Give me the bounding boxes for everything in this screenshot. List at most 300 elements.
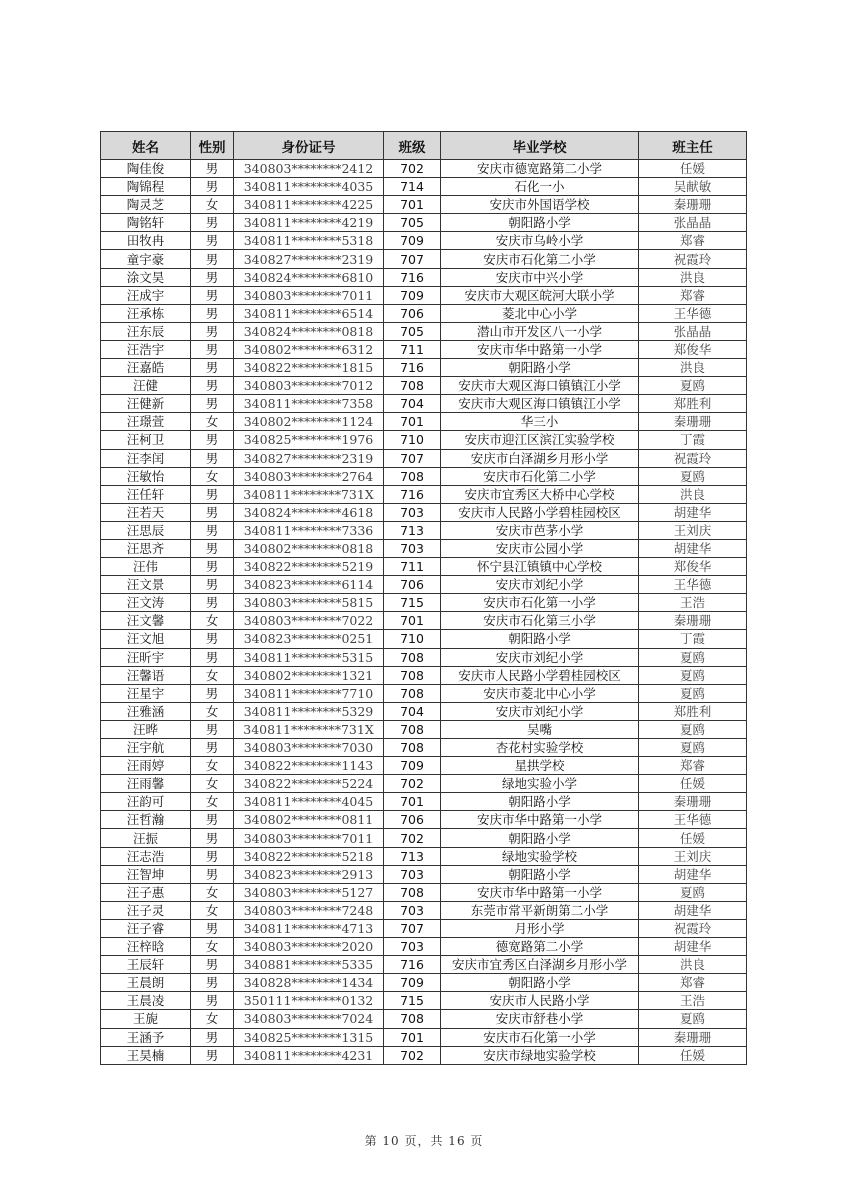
cell-teacher: 吴献敏 bbox=[639, 178, 747, 196]
cell-gender: 男 bbox=[191, 684, 234, 702]
cell-gender: 男 bbox=[191, 304, 234, 322]
table-row bbox=[101, 431, 747, 449]
cell-name: 汪嘉皓 bbox=[101, 359, 191, 377]
cell-school: 朝阳路小学 bbox=[441, 974, 639, 992]
cell-class: 708 bbox=[384, 377, 441, 395]
cell-class: 704 bbox=[384, 395, 441, 413]
cell-name: 汪健 bbox=[101, 377, 191, 395]
cell-id-number: 340824********6810 bbox=[234, 268, 384, 286]
table-row bbox=[101, 449, 747, 467]
cell-id-number: 340811********4225 bbox=[234, 196, 384, 214]
cell-school: 月形小学 bbox=[441, 919, 639, 937]
cell-gender: 女 bbox=[191, 196, 234, 214]
cell-name: 汪振 bbox=[101, 829, 191, 847]
cell-teacher: 王华德 bbox=[639, 304, 747, 322]
cell-gender: 男 bbox=[191, 829, 234, 847]
table-row bbox=[101, 359, 747, 377]
cell-gender: 男 bbox=[191, 268, 234, 286]
cell-id-number: 340827********2319 bbox=[234, 449, 384, 467]
cell-id-number: 340811********4713 bbox=[234, 919, 384, 937]
cell-teacher: 任媛 bbox=[639, 775, 747, 793]
cell-name: 王旎 bbox=[101, 1010, 191, 1028]
cell-teacher: 秦珊珊 bbox=[639, 1028, 747, 1046]
cell-gender: 女 bbox=[191, 938, 234, 956]
cell-school: 安庆市石化第三小学 bbox=[441, 612, 639, 630]
table-row bbox=[101, 612, 747, 630]
cell-id-number: 340823********0251 bbox=[234, 630, 384, 648]
cell-teacher: 夏鸥 bbox=[639, 739, 747, 757]
cell-teacher: 丁霞 bbox=[639, 630, 747, 648]
cell-school: 星拱学校 bbox=[441, 757, 639, 775]
cell-name: 陶佳俊 bbox=[101, 160, 191, 178]
cell-class: 707 bbox=[384, 250, 441, 268]
cell-school: 安庆市华中路第一小学 bbox=[441, 883, 639, 901]
cell-teacher: 秦珊珊 bbox=[639, 612, 747, 630]
cell-class: 716 bbox=[384, 359, 441, 377]
cell-gender: 男 bbox=[191, 630, 234, 648]
cell-gender: 男 bbox=[191, 214, 234, 232]
table-row bbox=[101, 919, 747, 937]
cell-class: 708 bbox=[384, 467, 441, 485]
cell-gender: 男 bbox=[191, 811, 234, 829]
table-row bbox=[101, 576, 747, 594]
header-name: 姓名 bbox=[101, 132, 191, 160]
cell-name: 汪健新 bbox=[101, 395, 191, 413]
table-row bbox=[101, 250, 747, 268]
cell-school: 安庆市德宽路第二小学 bbox=[441, 160, 639, 178]
cell-school: 朝阳路小学 bbox=[441, 214, 639, 232]
cell-class: 706 bbox=[384, 576, 441, 594]
cell-name: 汪文涛 bbox=[101, 594, 191, 612]
cell-name: 汪敏怡 bbox=[101, 467, 191, 485]
cell-class: 705 bbox=[384, 322, 441, 340]
cell-name: 汪伟 bbox=[101, 558, 191, 576]
cell-id-number: 340811********7710 bbox=[234, 684, 384, 702]
page-number: 第 10 页，共 16 页 bbox=[364, 1134, 484, 1148]
cell-gender: 男 bbox=[191, 1028, 234, 1046]
table-row bbox=[101, 485, 747, 503]
cell-name: 汪星宇 bbox=[101, 684, 191, 702]
cell-id-number: 340803********7022 bbox=[234, 612, 384, 630]
cell-name: 涂文昊 bbox=[101, 268, 191, 286]
table-row bbox=[101, 160, 747, 178]
cell-teacher: 胡建华 bbox=[639, 938, 747, 956]
cell-school: 朝阳路小学 bbox=[441, 793, 639, 811]
cell-id-number: 340825********1976 bbox=[234, 431, 384, 449]
cell-id-number: 340811********7358 bbox=[234, 395, 384, 413]
cell-name: 汪思齐 bbox=[101, 539, 191, 557]
cell-name: 田牧冉 bbox=[101, 232, 191, 250]
cell-name: 汪李闰 bbox=[101, 449, 191, 467]
cell-school: 安庆市芭茅小学 bbox=[441, 521, 639, 539]
cell-class: 716 bbox=[384, 956, 441, 974]
cell-school: 安庆市刘纪小学 bbox=[441, 702, 639, 720]
cell-id-number: 340802********6312 bbox=[234, 340, 384, 358]
cell-teacher: 张晶晶 bbox=[639, 322, 747, 340]
cell-school: 安庆市石化第二小学 bbox=[441, 467, 639, 485]
cell-name: 汪文旭 bbox=[101, 630, 191, 648]
cell-teacher: 祝霞玲 bbox=[639, 919, 747, 937]
cell-class: 709 bbox=[384, 232, 441, 250]
cell-gender: 男 bbox=[191, 648, 234, 666]
cell-teacher: 王华德 bbox=[639, 576, 747, 594]
cell-teacher: 夏鸥 bbox=[639, 720, 747, 738]
cell-gender: 男 bbox=[191, 956, 234, 974]
cell-teacher: 王刘庆 bbox=[639, 521, 747, 539]
cell-school: 安庆市外国语学校 bbox=[441, 196, 639, 214]
cell-gender: 男 bbox=[191, 178, 234, 196]
cell-class: 713 bbox=[384, 847, 441, 865]
cell-school: 安庆市大观区海口镇镇江小学 bbox=[441, 377, 639, 395]
cell-school: 绿地实验学校 bbox=[441, 847, 639, 865]
cell-class: 703 bbox=[384, 865, 441, 883]
cell-school: 华三小 bbox=[441, 413, 639, 431]
table-row bbox=[101, 467, 747, 485]
cell-school: 安庆市华中路第一小学 bbox=[441, 340, 639, 358]
cell-name: 汪文景 bbox=[101, 576, 191, 594]
table-row bbox=[101, 1028, 747, 1046]
table-row bbox=[101, 340, 747, 358]
cell-name: 汪韵可 bbox=[101, 793, 191, 811]
cell-name: 汪宇航 bbox=[101, 739, 191, 757]
table-row bbox=[101, 322, 747, 340]
cell-gender: 男 bbox=[191, 377, 234, 395]
cell-id-number: 340824********4618 bbox=[234, 503, 384, 521]
cell-school: 安庆市迎江区滨江实验学校 bbox=[441, 431, 639, 449]
cell-name: 汪雨婷 bbox=[101, 757, 191, 775]
cell-gender: 男 bbox=[191, 521, 234, 539]
cell-teacher: 秦珊珊 bbox=[639, 793, 747, 811]
cell-class: 707 bbox=[384, 449, 441, 467]
cell-school: 安庆市白泽湖乡月形小学 bbox=[441, 449, 639, 467]
cell-teacher: 胡建华 bbox=[639, 865, 747, 883]
cell-name: 王晨凌 bbox=[101, 992, 191, 1010]
cell-school: 怀宁县江镇镇中心学校 bbox=[441, 558, 639, 576]
cell-teacher: 秦珊珊 bbox=[639, 413, 747, 431]
cell-teacher: 郑俊华 bbox=[639, 340, 747, 358]
cell-id-number: 340811********6514 bbox=[234, 304, 384, 322]
cell-gender: 男 bbox=[191, 594, 234, 612]
cell-class: 706 bbox=[384, 811, 441, 829]
cell-id-number: 340811********5329 bbox=[234, 702, 384, 720]
cell-school: 东莞市常平新朗第二小学 bbox=[441, 901, 639, 919]
cell-teacher: 郑睿 bbox=[639, 232, 747, 250]
table-row bbox=[101, 938, 747, 956]
table-row bbox=[101, 666, 747, 684]
cell-gender: 女 bbox=[191, 612, 234, 630]
table-row bbox=[101, 286, 747, 304]
cell-school: 绿地实验小学 bbox=[441, 775, 639, 793]
cell-gender: 女 bbox=[191, 793, 234, 811]
table-row bbox=[101, 1046, 747, 1064]
table-row bbox=[101, 521, 747, 539]
cell-id-number: 340823********2913 bbox=[234, 865, 384, 883]
cell-name: 汪晔 bbox=[101, 720, 191, 738]
cell-id-number: 340811********5315 bbox=[234, 648, 384, 666]
cell-class: 714 bbox=[384, 178, 441, 196]
cell-gender: 男 bbox=[191, 286, 234, 304]
cell-class: 706 bbox=[384, 304, 441, 322]
cell-school: 朝阳路小学 bbox=[441, 630, 639, 648]
table-row bbox=[101, 1010, 747, 1028]
cell-teacher: 郑胜利 bbox=[639, 702, 747, 720]
cell-class: 702 bbox=[384, 160, 441, 178]
cell-teacher: 洪良 bbox=[639, 956, 747, 974]
table-row bbox=[101, 974, 747, 992]
cell-name: 王晨朗 bbox=[101, 974, 191, 992]
table-row bbox=[101, 377, 747, 395]
cell-gender: 女 bbox=[191, 702, 234, 720]
cell-teacher: 洪良 bbox=[639, 268, 747, 286]
cell-school: 安庆市绿地实验学校 bbox=[441, 1046, 639, 1064]
cell-id-number: 340811********4035 bbox=[234, 178, 384, 196]
cell-school: 安庆市华中路第一小学 bbox=[441, 811, 639, 829]
cell-id-number: 340824********0818 bbox=[234, 322, 384, 340]
cell-school: 朝阳路小学 bbox=[441, 865, 639, 883]
table-body bbox=[101, 160, 747, 1065]
cell-teacher: 郑俊华 bbox=[639, 558, 747, 576]
cell-class: 709 bbox=[384, 974, 441, 992]
cell-id-number: 340822********5218 bbox=[234, 847, 384, 865]
cell-school: 安庆市公园小学 bbox=[441, 539, 639, 557]
cell-id-number: 340822********1143 bbox=[234, 757, 384, 775]
cell-name: 陶锦程 bbox=[101, 178, 191, 196]
cell-class: 709 bbox=[384, 757, 441, 775]
cell-name: 汪任轩 bbox=[101, 485, 191, 503]
cell-school: 安庆市中兴小学 bbox=[441, 268, 639, 286]
cell-teacher: 胡建华 bbox=[639, 503, 747, 521]
cell-school: 潜山市开发区八一小学 bbox=[441, 322, 639, 340]
cell-teacher: 王浩 bbox=[639, 992, 747, 1010]
table-row bbox=[101, 775, 747, 793]
cell-id-number: 340803********7024 bbox=[234, 1010, 384, 1028]
table-row bbox=[101, 720, 747, 738]
cell-id-number: 340803********7248 bbox=[234, 901, 384, 919]
table-row bbox=[101, 214, 747, 232]
cell-teacher: 王华德 bbox=[639, 811, 747, 829]
cell-class: 707 bbox=[384, 919, 441, 937]
cell-gender: 男 bbox=[191, 919, 234, 937]
cell-school: 朝阳路小学 bbox=[441, 359, 639, 377]
cell-gender: 男 bbox=[191, 974, 234, 992]
cell-gender: 男 bbox=[191, 1046, 234, 1064]
cell-id-number: 340803********5127 bbox=[234, 883, 384, 901]
table-row bbox=[101, 648, 747, 666]
cell-name: 汪昕宇 bbox=[101, 648, 191, 666]
cell-id-number: 340811********7336 bbox=[234, 521, 384, 539]
cell-id-number: 340823********6114 bbox=[234, 576, 384, 594]
cell-name: 汪柯卫 bbox=[101, 431, 191, 449]
cell-name: 王辰轩 bbox=[101, 956, 191, 974]
cell-gender: 男 bbox=[191, 160, 234, 178]
cell-name: 汪智坤 bbox=[101, 865, 191, 883]
cell-name: 汪雨馨 bbox=[101, 775, 191, 793]
cell-id-number: 340803********5815 bbox=[234, 594, 384, 612]
cell-class: 716 bbox=[384, 485, 441, 503]
table-row bbox=[101, 630, 747, 648]
cell-class: 710 bbox=[384, 630, 441, 648]
cell-class: 701 bbox=[384, 413, 441, 431]
cell-class: 708 bbox=[384, 648, 441, 666]
cell-id-number: 340827********2319 bbox=[234, 250, 384, 268]
cell-name: 王涵予 bbox=[101, 1028, 191, 1046]
table-row bbox=[101, 684, 747, 702]
cell-gender: 男 bbox=[191, 395, 234, 413]
cell-id-number: 340811********4045 bbox=[234, 793, 384, 811]
cell-name: 汪子灵 bbox=[101, 901, 191, 919]
cell-gender: 女 bbox=[191, 883, 234, 901]
cell-class: 716 bbox=[384, 268, 441, 286]
cell-name: 汪雅涵 bbox=[101, 702, 191, 720]
cell-gender: 女 bbox=[191, 1010, 234, 1028]
cell-class: 703 bbox=[384, 938, 441, 956]
cell-gender: 男 bbox=[191, 539, 234, 557]
cell-name: 汪承栋 bbox=[101, 304, 191, 322]
cell-name: 汪梓晗 bbox=[101, 938, 191, 956]
cell-school: 安庆市大观区海口镇镇江小学 bbox=[441, 395, 639, 413]
cell-school: 安庆市人民路小学碧桂园校区 bbox=[441, 666, 639, 684]
header-teacher: 班主任 bbox=[639, 132, 747, 160]
cell-name: 汪馨语 bbox=[101, 666, 191, 684]
cell-teacher: 夏鸥 bbox=[639, 377, 747, 395]
cell-id-number: 340803********7011 bbox=[234, 829, 384, 847]
table-row bbox=[101, 956, 747, 974]
cell-name: 汪若天 bbox=[101, 503, 191, 521]
cell-id-number: 340802********1321 bbox=[234, 666, 384, 684]
cell-class: 709 bbox=[384, 286, 441, 304]
cell-school: 安庆市大观区皖河大联小学 bbox=[441, 286, 639, 304]
cell-id-number: 340803********7011 bbox=[234, 286, 384, 304]
cell-class: 703 bbox=[384, 539, 441, 557]
cell-name: 汪浩宇 bbox=[101, 340, 191, 358]
cell-name: 汪子惠 bbox=[101, 883, 191, 901]
cell-class: 708 bbox=[384, 720, 441, 738]
cell-school: 杏花村实验学校 bbox=[441, 739, 639, 757]
cell-class: 703 bbox=[384, 901, 441, 919]
cell-gender: 男 bbox=[191, 720, 234, 738]
cell-school: 吴嘴 bbox=[441, 720, 639, 738]
cell-teacher: 王浩 bbox=[639, 594, 747, 612]
cell-gender: 男 bbox=[191, 232, 234, 250]
cell-gender: 男 bbox=[191, 847, 234, 865]
cell-gender: 男 bbox=[191, 992, 234, 1010]
table-row bbox=[101, 811, 747, 829]
cell-teacher: 任媛 bbox=[639, 829, 747, 847]
table-row bbox=[101, 702, 747, 720]
cell-class: 702 bbox=[384, 775, 441, 793]
cell-class: 702 bbox=[384, 1046, 441, 1064]
cell-class: 702 bbox=[384, 829, 441, 847]
cell-class: 701 bbox=[384, 793, 441, 811]
table-row bbox=[101, 558, 747, 576]
cell-teacher: 祝霞玲 bbox=[639, 449, 747, 467]
cell-gender: 男 bbox=[191, 250, 234, 268]
cell-id-number: 340811********4231 bbox=[234, 1046, 384, 1064]
cell-class: 715 bbox=[384, 594, 441, 612]
table-row bbox=[101, 901, 747, 919]
cell-gender: 男 bbox=[191, 503, 234, 521]
cell-id-number: 340811********4219 bbox=[234, 214, 384, 232]
cell-id-number: 350111********0132 bbox=[234, 992, 384, 1010]
cell-school: 德宽路第二小学 bbox=[441, 938, 639, 956]
cell-teacher: 胡建华 bbox=[639, 901, 747, 919]
table-row bbox=[101, 793, 747, 811]
cell-class: 701 bbox=[384, 196, 441, 214]
cell-id-number: 340822********1815 bbox=[234, 359, 384, 377]
cell-school: 安庆市菱北中心小学 bbox=[441, 684, 639, 702]
cell-gender: 男 bbox=[191, 359, 234, 377]
cell-teacher: 夏鸥 bbox=[639, 467, 747, 485]
cell-class: 708 bbox=[384, 883, 441, 901]
cell-teacher: 任媛 bbox=[639, 160, 747, 178]
cell-name: 汪志浩 bbox=[101, 847, 191, 865]
header-school: 毕业学校 bbox=[441, 132, 639, 160]
cell-teacher: 夏鸥 bbox=[639, 684, 747, 702]
table-row bbox=[101, 196, 747, 214]
cell-school: 安庆市人民路小学碧桂园校区 bbox=[441, 503, 639, 521]
cell-class: 713 bbox=[384, 521, 441, 539]
cell-school: 石化一小 bbox=[441, 178, 639, 196]
cell-teacher: 郑胜利 bbox=[639, 395, 747, 413]
cell-id-number: 340803********7030 bbox=[234, 739, 384, 757]
table-row bbox=[101, 883, 747, 901]
cell-teacher: 丁霞 bbox=[639, 431, 747, 449]
cell-gender: 男 bbox=[191, 340, 234, 358]
cell-class: 708 bbox=[384, 739, 441, 757]
table-row bbox=[101, 847, 747, 865]
cell-school: 安庆市宜秀区大桥中心学校 bbox=[441, 485, 639, 503]
cell-id-number: 340802********0818 bbox=[234, 539, 384, 557]
cell-gender: 女 bbox=[191, 757, 234, 775]
cell-school: 安庆市石化第二小学 bbox=[441, 250, 639, 268]
cell-id-number: 340822********5219 bbox=[234, 558, 384, 576]
cell-teacher: 郑睿 bbox=[639, 974, 747, 992]
cell-gender: 女 bbox=[191, 775, 234, 793]
header-class: 班级 bbox=[384, 132, 441, 160]
cell-id-number: 340828********1434 bbox=[234, 974, 384, 992]
cell-class: 704 bbox=[384, 702, 441, 720]
cell-id-number: 340811********731X bbox=[234, 485, 384, 503]
cell-teacher: 郑睿 bbox=[639, 286, 747, 304]
table-row bbox=[101, 503, 747, 521]
cell-teacher: 秦珊珊 bbox=[639, 196, 747, 214]
cell-name: 汪子睿 bbox=[101, 919, 191, 937]
cell-class: 701 bbox=[384, 1028, 441, 1046]
table-row bbox=[101, 178, 747, 196]
cell-id-number: 340803********7012 bbox=[234, 377, 384, 395]
cell-id-number: 340825********1315 bbox=[234, 1028, 384, 1046]
cell-id-number: 340803********2020 bbox=[234, 938, 384, 956]
table-row bbox=[101, 865, 747, 883]
student-roster-table bbox=[100, 131, 747, 1065]
table-row bbox=[101, 413, 747, 431]
cell-gender: 女 bbox=[191, 666, 234, 684]
cell-id-number: 340803********2764 bbox=[234, 467, 384, 485]
cell-teacher: 任媛 bbox=[639, 1046, 747, 1064]
cell-name: 汪哲瀚 bbox=[101, 811, 191, 829]
cell-gender: 男 bbox=[191, 739, 234, 757]
cell-id-number: 340811********731X bbox=[234, 720, 384, 738]
table-row bbox=[101, 232, 747, 250]
cell-name: 汪文馨 bbox=[101, 612, 191, 630]
cell-school: 安庆市舒巷小学 bbox=[441, 1010, 639, 1028]
cell-id-number: 340803********2412 bbox=[234, 160, 384, 178]
table-row bbox=[101, 992, 747, 1010]
cell-gender: 男 bbox=[191, 558, 234, 576]
cell-class: 708 bbox=[384, 684, 441, 702]
header-id-number: 身份证号 bbox=[234, 132, 384, 160]
cell-school: 安庆市刘纪小学 bbox=[441, 576, 639, 594]
